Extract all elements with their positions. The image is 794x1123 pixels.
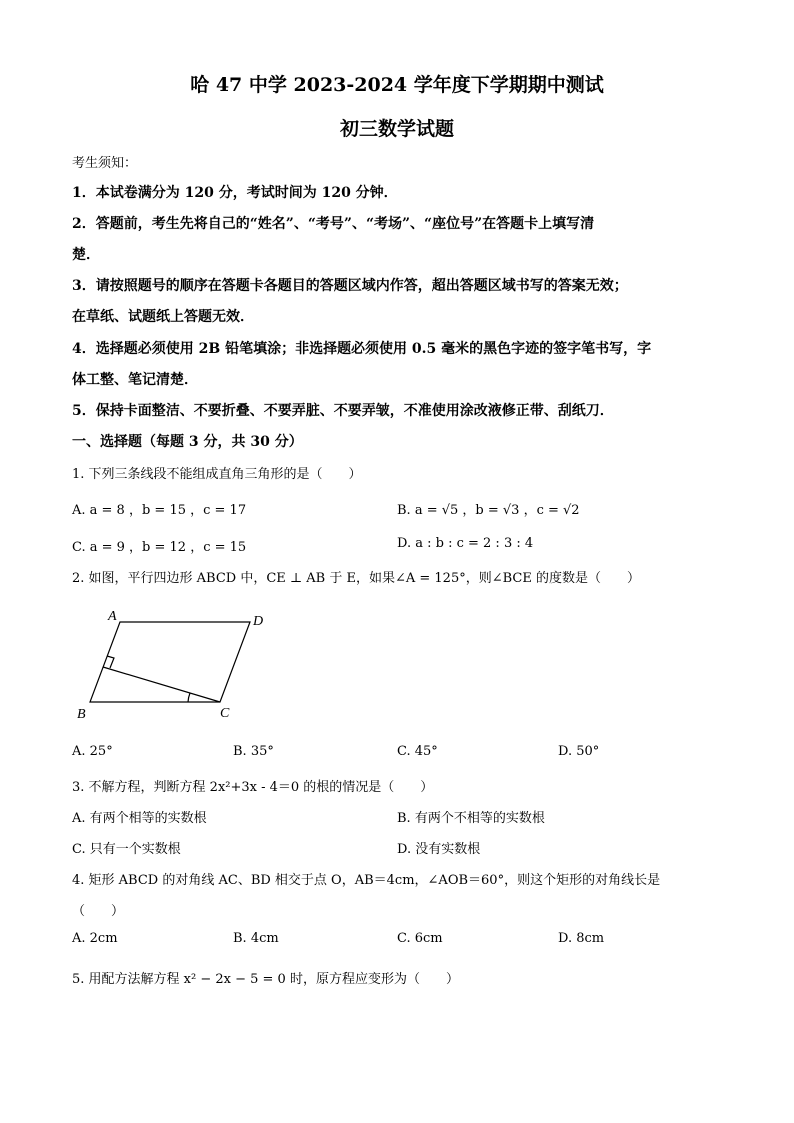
notice-item-3-line-2: 在草纸、试题纸上答题无效． <box>72 309 254 325</box>
label-a: A <box>108 609 117 624</box>
q3-option-b: B. 有两个不相等的实数根 <box>397 811 545 826</box>
q1-stem: 1. 下列三条线段不能组成直角三角形的是（ ） <box>72 467 362 482</box>
q1-option-c: C. a = 9 ，b = 12 ，c = 15 <box>72 540 247 555</box>
notice-heading: 考生须知： <box>72 156 138 171</box>
q4-option-b: B. 4cm <box>233 931 279 946</box>
q5-stem: 5. 用配方法解方程 x² − 2x − 5 = 0 时，原方程应变形为（ ） <box>72 972 459 987</box>
right-angle-mark <box>107 656 114 668</box>
q2-option-a: A. 25° <box>72 744 113 759</box>
q4-option-a: A. 2cm <box>72 931 118 946</box>
q3-option-a: A. 有两个相等的实数根 <box>72 811 207 826</box>
q2-option-d: D. 50° <box>558 744 600 759</box>
q1-option-d: D. a : b : c = 2 : 3 : 4 <box>397 536 534 551</box>
notice-item-2-line-1: 2．答题前，考生先将自己的“姓名”、“考号”、“考场”、“座位号”在答题卡上填写清 <box>72 216 595 232</box>
q3-option-d: D. 没有实数根 <box>397 842 481 857</box>
q4-stem-line-2: （ ） <box>72 904 125 919</box>
label-d: D <box>253 614 264 629</box>
q2-stem: 2. 如图，平行四边形 ABCD 中，CE ⊥ AB 于 E，如果∠A = 125°，则∠BCE 的度数是（ ） <box>72 571 640 586</box>
segment-ce <box>103 667 220 702</box>
parallelogram-figure <box>70 600 290 725</box>
label-c: C <box>220 706 230 721</box>
notice-item-4-line-1: 4．选择题必须使用 2B 铅笔填涂；非选择题必须使用 0.5 毫米的黑色字迹的签字笔书写，字 <box>72 341 652 357</box>
section-heading: 一、选择题（每题 3 分，共 30 分） <box>72 434 303 450</box>
q2-option-c: C. 45° <box>397 744 438 759</box>
label-b: B <box>77 707 86 722</box>
page-title: 哈 47 中学 2023-2024 学年度下学期期中测试 <box>190 74 604 96</box>
q1-option-b: B. a = √5 ，b = √3 ，c = √2 <box>397 503 580 518</box>
q3-option-c: C. 只有一个实数根 <box>72 842 181 857</box>
q4-option-c: C. 6cm <box>397 931 443 946</box>
notice-item-4-line-2: 体工整、笔记清楚． <box>72 372 198 388</box>
notice-item-5: 5．保持卡面整洁、不要折叠、不要弄脏、不要弄皱，不准使用涂改液修正带、刮纸刀． <box>72 403 614 419</box>
q2-option-b: B. 35° <box>233 744 274 759</box>
parallelogram-abcd <box>90 622 250 702</box>
notice-item-2-line-2: 楚． <box>72 247 100 263</box>
q3-stem: 3. 不解方程，判断方程 2x²+3x - 4＝0 的根的情况是（ ） <box>72 780 434 795</box>
page-subtitle: 初三数学试题 <box>339 118 454 140</box>
q4-option-d: D. 8cm <box>558 931 605 946</box>
notice-item-1: 1．本试卷满分为 120 分，考试时间为 120 分钟． <box>72 185 398 201</box>
q1-option-a: A. a = 8 ，b = 15 ，c = 17 <box>72 503 247 518</box>
notice-item-3-line-1: 3．请按照题号的顺序在答题卡各题目的答题区域内作答，超出答题区域书写的答案无效； <box>72 278 628 294</box>
q4-stem-line-1: 4. 矩形 ABCD 的对角线 AC、BD 相交于点 O，AB＝4cm，∠AOB＝60°，则这个矩形的对角线长是 <box>72 873 661 888</box>
angle-arc-c <box>188 693 190 702</box>
